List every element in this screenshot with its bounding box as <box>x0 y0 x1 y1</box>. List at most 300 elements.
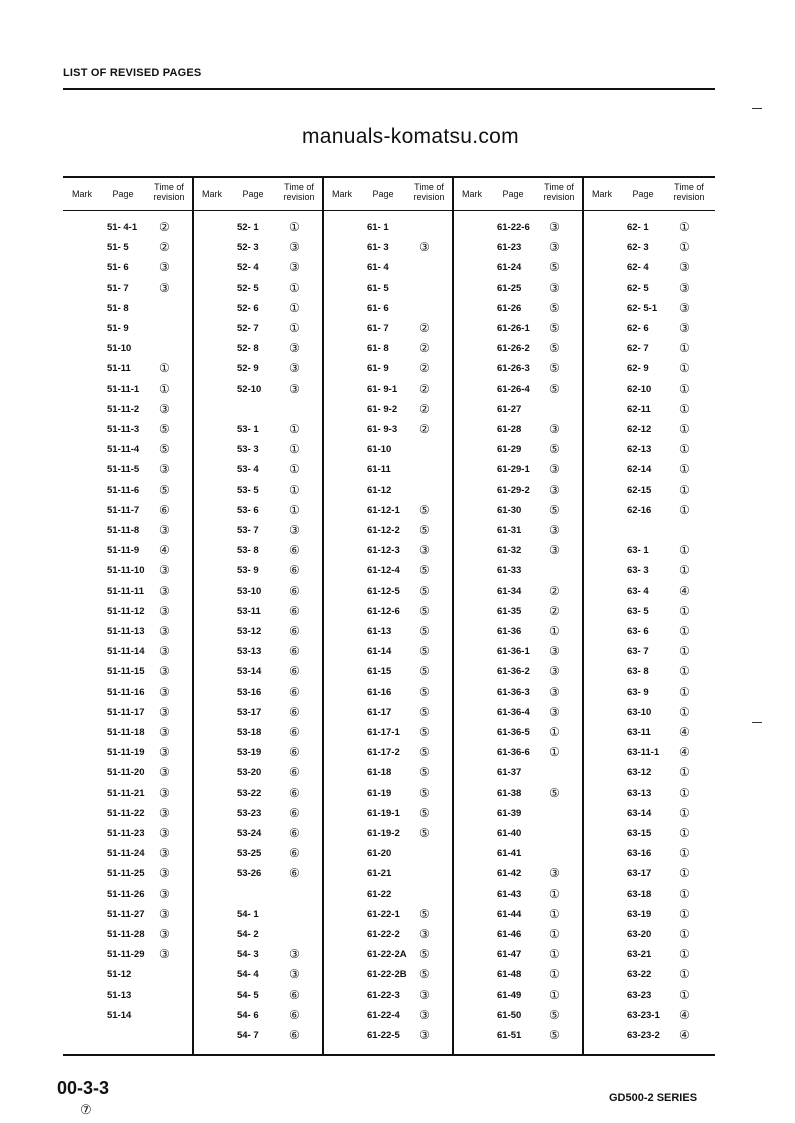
page-cell: 61-36-1 <box>497 646 530 658</box>
page-cell: 61-36-5 <box>497 727 530 738</box>
page-cell: 61- 5 <box>367 282 389 294</box>
page-cell: 51-11-23 <box>107 828 145 839</box>
table-row <box>583 864 713 884</box>
revision-cell: ④ <box>679 1028 690 1042</box>
header-page: Page <box>112 189 134 199</box>
page-cell: 61-49 <box>497 989 522 1001</box>
revision-cell: ③ <box>159 644 170 659</box>
page-cell: 61- 8 <box>367 343 389 355</box>
revision-cell: ③ <box>159 745 170 760</box>
table-row <box>193 420 323 440</box>
page-cell: 63-23-2 <box>627 1030 660 1041</box>
revision-cell: ① <box>679 361 690 376</box>
revision-cell: ⑥ <box>289 826 300 840</box>
page-cell: 62- 5-1 <box>627 302 658 314</box>
revision-cell: ① <box>679 422 690 436</box>
revision-cell: ① <box>289 300 300 315</box>
revision-cell: ④ <box>679 1007 690 1022</box>
revision-cell: ⑤ <box>419 947 430 962</box>
revision-cell: ① <box>679 624 690 638</box>
page-cell: 61-43 <box>497 888 522 900</box>
column-divider <box>582 176 584 1056</box>
page-cell: 52- 3 <box>237 242 259 254</box>
table-row <box>453 925 583 945</box>
revision-cell: ⑤ <box>419 704 430 719</box>
revision-cell: ③ <box>549 220 560 234</box>
revision-cell: ① <box>289 482 300 497</box>
table-row <box>583 380 713 400</box>
table-row <box>583 683 713 703</box>
page-cell: 61-26 <box>497 302 522 314</box>
revision-cell: ③ <box>159 906 170 921</box>
page-cell: 61- 7 <box>367 323 389 334</box>
revision-cell: ③ <box>289 341 300 356</box>
page-cell: 53- 6 <box>237 504 259 516</box>
revision-cell: ⑥ <box>289 684 300 699</box>
table-row <box>583 561 713 581</box>
revision-cell: ① <box>549 927 560 941</box>
revision-cell: ③ <box>289 240 300 255</box>
page-cell: 53- 7 <box>237 525 259 536</box>
table-row <box>453 501 583 521</box>
page-cell: 61-20 <box>367 848 392 860</box>
table-row <box>453 420 583 440</box>
table-row <box>193 642 323 662</box>
page-cell: 61-22-4 <box>367 1009 400 1021</box>
table-row <box>583 602 713 622</box>
header-mark: Mark <box>332 189 352 199</box>
table-row <box>453 238 583 258</box>
page-cell: 54- 3 <box>237 949 259 961</box>
page-cell: 63- 7 <box>627 646 649 658</box>
page-cell: 63- 1 <box>627 545 649 557</box>
table-row <box>193 885 323 905</box>
header-time: Time of revision <box>673 182 705 202</box>
header-page: Page <box>502 189 524 199</box>
revision-cell: ③ <box>289 967 300 982</box>
table-row <box>193 279 323 299</box>
table-row <box>193 541 323 561</box>
revision-cell: ③ <box>159 846 170 861</box>
table-row <box>323 986 453 1006</box>
revision-cell: ⑤ <box>419 624 430 638</box>
page-cell: 51-11-9 <box>107 545 140 557</box>
table-row <box>583 218 713 238</box>
revision-cell: ③ <box>159 664 170 679</box>
revision-cell: ① <box>549 745 560 760</box>
revision-cell: ① <box>549 906 560 921</box>
page-cell: 61-22 <box>367 888 392 900</box>
revision-cell: ③ <box>549 644 560 659</box>
revision-cell: ① <box>679 220 690 234</box>
page-cell: 52-10 <box>237 383 262 395</box>
table-row <box>63 380 193 400</box>
revision-cell: ③ <box>549 684 560 699</box>
page-cell: 61-50 <box>497 1009 522 1021</box>
table-row <box>323 541 453 561</box>
table-row <box>193 380 323 400</box>
page-cell: 53-18 <box>237 727 262 738</box>
revision-cell: ⑤ <box>419 826 430 840</box>
table-row <box>453 622 583 642</box>
table-row <box>323 945 453 965</box>
revision-cell: ⑤ <box>549 381 560 396</box>
table-row <box>193 339 323 359</box>
table-row <box>193 521 323 541</box>
table-row <box>323 582 453 602</box>
table-row <box>453 784 583 804</box>
table-row <box>453 905 583 925</box>
table-row <box>323 723 453 743</box>
table-row <box>193 844 323 864</box>
page-cell: 62-11 <box>627 403 651 415</box>
revision-cell: ⑤ <box>159 422 170 436</box>
revision-cell: ③ <box>549 482 560 497</box>
page-cell: 61-51 <box>497 1030 522 1041</box>
revision-cell: ① <box>679 442 690 457</box>
table-row <box>323 642 453 662</box>
column-divider <box>322 176 324 1056</box>
page-cell: 61-17-2 <box>367 747 400 759</box>
page-cell: 51-11-14 <box>107 646 145 658</box>
table-row <box>323 743 453 763</box>
revision-cell: ① <box>549 947 560 962</box>
page-cell: 61-16 <box>367 686 392 698</box>
revision-cell: ① <box>679 502 690 517</box>
page-cell: 61-14 <box>367 646 392 658</box>
revision-cell: ③ <box>549 704 560 719</box>
table-row <box>323 844 453 864</box>
table-row <box>453 763 583 783</box>
page-cell: 61-39 <box>497 807 522 819</box>
table-row <box>453 703 583 723</box>
page-cell: 54- 5 <box>237 989 259 1001</box>
table-row <box>193 905 323 925</box>
table-row <box>583 804 713 824</box>
margin-mark <box>752 108 762 109</box>
revision-cell: ① <box>679 846 690 861</box>
table-row <box>193 703 323 723</box>
revision-cell: ⑤ <box>549 260 560 275</box>
page-cell: 53- 3 <box>237 444 259 456</box>
revision-cell: ③ <box>289 361 300 376</box>
table-row <box>453 804 583 824</box>
page-cell: 51-11-1 <box>107 383 140 395</box>
revision-cell: ⑥ <box>289 644 300 659</box>
table-row <box>193 460 323 480</box>
revision-cell: ③ <box>159 886 170 901</box>
table-row <box>583 824 713 844</box>
revised-pages-table <box>63 176 715 1058</box>
page-cell: 51-12 <box>107 969 132 981</box>
table-row <box>583 986 713 1006</box>
revision-cell: ③ <box>549 523 560 537</box>
table-row <box>453 945 583 965</box>
revision-cell: ① <box>159 381 170 396</box>
table-row <box>583 844 713 864</box>
page-cell: 52- 4 <box>237 262 259 274</box>
page-cell: 51-11-21 <box>107 787 145 799</box>
page-cell: 61- 6 <box>367 302 389 314</box>
table-row <box>453 218 583 238</box>
page-cell: 53-13 <box>237 646 262 658</box>
revision-cell: ① <box>549 967 560 982</box>
page-cell: 61-44 <box>497 908 522 920</box>
page-cell: 61-25 <box>497 282 522 294</box>
page-cell: 63-20 <box>627 929 652 940</box>
revision-cell: ④ <box>679 583 690 598</box>
page-cell: 61- 1 <box>367 222 389 233</box>
table-row <box>453 743 583 763</box>
page-cell: 61-38 <box>497 787 522 799</box>
page-cell: 51-11-13 <box>107 626 145 637</box>
page-cell: 61-17-1 <box>367 727 400 738</box>
page-cell: 61-26-3 <box>497 363 530 375</box>
revision-cell: ① <box>679 765 690 780</box>
revision-cell: ① <box>549 725 560 739</box>
page-cell: 62-10 <box>627 383 652 395</box>
page-cell: 53-23 <box>237 807 262 819</box>
table-row <box>453 319 583 339</box>
table-row <box>453 521 583 541</box>
revision-cell: ③ <box>289 947 300 962</box>
revision-cell: ③ <box>679 260 690 275</box>
table-row <box>63 844 193 864</box>
page-cell: 51-11-6 <box>107 484 140 496</box>
page-cell: 51-11-27 <box>107 908 145 920</box>
revision-cell: ① <box>679 563 690 578</box>
table-row <box>583 1026 713 1046</box>
table-row <box>63 723 193 743</box>
page-cell: 61-46 <box>497 929 522 940</box>
table-row <box>193 299 323 319</box>
table-row <box>63 359 193 379</box>
page-cell: 51-11-7 <box>107 504 140 516</box>
revision-cell: ③ <box>679 300 690 315</box>
table-row <box>583 743 713 763</box>
revision-cell: ① <box>679 967 690 982</box>
table-row <box>193 319 323 339</box>
page-cell: 63-17 <box>627 868 652 880</box>
revision-cell: ③ <box>159 947 170 962</box>
page-cell: 61-15 <box>367 666 392 678</box>
table-row <box>63 319 193 339</box>
revision-cell: ② <box>159 240 170 255</box>
table-row <box>583 622 713 642</box>
revision-cell: ③ <box>419 1028 430 1042</box>
page-cell: 62- 5 <box>627 282 649 294</box>
table-row <box>63 420 193 440</box>
revision-cell: ⑥ <box>289 563 300 578</box>
header-mark: Mark <box>462 189 482 199</box>
table-row <box>193 804 323 824</box>
header-time: Time of revision <box>413 182 445 202</box>
page-cell: 51- 7 <box>107 282 129 294</box>
table-row <box>63 642 193 662</box>
table-row <box>323 380 453 400</box>
table-row <box>323 359 453 379</box>
header-page: Page <box>632 189 654 199</box>
revision-cell: ① <box>549 886 560 901</box>
table-row <box>193 986 323 1006</box>
table-row <box>583 400 713 420</box>
table-row <box>323 299 453 319</box>
revision-cell: ③ <box>549 280 560 295</box>
table-row <box>453 582 583 602</box>
revision-cell: ④ <box>679 745 690 760</box>
table-row <box>63 541 193 561</box>
page-cell: 51-11-18 <box>107 727 145 738</box>
revision-cell: ① <box>549 624 560 638</box>
page-cell: 61-12-4 <box>367 565 400 577</box>
page-cell: 61-36-6 <box>497 747 530 759</box>
revision-cell: ① <box>289 462 300 477</box>
page-cell: 61-34 <box>497 585 522 597</box>
page-cell: 51-11-12 <box>107 605 145 617</box>
revision-cell: ⑤ <box>549 442 560 457</box>
table-row <box>323 662 453 682</box>
table-row <box>453 965 583 985</box>
table-row <box>453 460 583 480</box>
page-revision: ⑦ <box>80 1102 92 1117</box>
revision-cell: ① <box>679 805 690 820</box>
page-cell: 51- 6 <box>107 262 129 274</box>
header-mark: Mark <box>592 189 612 199</box>
table-row <box>453 541 583 561</box>
revision-cell: ⑥ <box>289 785 300 800</box>
page-cell: 63-11 <box>627 727 651 738</box>
table-row <box>453 561 583 581</box>
page-cell: 61-33 <box>497 565 522 577</box>
page-cell: 63-19 <box>627 908 652 920</box>
table-row <box>63 945 193 965</box>
margin-mark <box>752 722 762 723</box>
revision-cell: ⑤ <box>419 603 430 618</box>
page-cell: 51-11-25 <box>107 868 145 880</box>
page-cell: 61-42 <box>497 868 522 880</box>
table-row <box>323 885 453 905</box>
revision-cell: ③ <box>159 523 170 537</box>
revision-cell: ② <box>419 401 430 416</box>
revision-cell: ① <box>679 603 690 618</box>
revision-cell: ⑤ <box>419 684 430 699</box>
table-row <box>193 763 323 783</box>
revision-cell: ③ <box>549 664 560 679</box>
table-row <box>583 501 713 521</box>
page-cell: 63-18 <box>627 888 652 900</box>
revision-cell: ③ <box>159 260 170 275</box>
page-cell: 61-17 <box>367 706 392 718</box>
table-row <box>453 400 583 420</box>
page-cell: 53- 1 <box>237 424 259 435</box>
table-row <box>583 420 713 440</box>
table-row <box>63 864 193 884</box>
page-cell: 61-29-1 <box>497 464 530 476</box>
revision-cell: ⑥ <box>289 704 300 719</box>
revision-cell: ③ <box>549 240 560 255</box>
page-cell: 61-12-2 <box>367 525 400 536</box>
table-row <box>323 420 453 440</box>
table-row <box>453 258 583 278</box>
table-row <box>63 521 193 541</box>
table-row <box>63 703 193 723</box>
revision-cell: ① <box>679 704 690 719</box>
table-row <box>583 965 713 985</box>
revision-cell: ③ <box>159 624 170 638</box>
header-page: Page <box>372 189 394 199</box>
page-cell: 61- 9 <box>367 363 389 375</box>
page-cell: 53- 4 <box>237 464 259 476</box>
revision-cell: ③ <box>159 280 170 295</box>
page-cell: 51-11-2 <box>107 403 140 415</box>
revision-cell: ⑤ <box>419 523 430 537</box>
table-row <box>323 864 453 884</box>
page-title: LIST OF REVISED PAGES <box>63 67 202 79</box>
table-row <box>193 501 323 521</box>
revision-cell: ⑤ <box>419 745 430 760</box>
revision-cell: ⑥ <box>289 1007 300 1022</box>
table-row <box>453 339 583 359</box>
header-time: Time of revision <box>543 182 575 202</box>
table-row <box>63 905 193 925</box>
revision-cell: ③ <box>159 826 170 840</box>
revision-cell: ② <box>549 583 560 598</box>
table-row <box>323 965 453 985</box>
revision-cell: ③ <box>549 422 560 436</box>
table-row <box>193 683 323 703</box>
table-row <box>63 460 193 480</box>
revision-cell: ③ <box>679 280 690 295</box>
page-cell: 63- 8 <box>627 666 649 678</box>
revision-cell: ⑤ <box>419 502 430 517</box>
header-mark: Mark <box>72 189 92 199</box>
page-cell: 62- 4 <box>627 262 649 274</box>
revision-cell: ③ <box>159 401 170 416</box>
page-cell: 61-36-3 <box>497 686 530 698</box>
table-row <box>193 965 323 985</box>
page-cell: 63-14 <box>627 807 652 819</box>
revision-cell: ③ <box>159 765 170 780</box>
revision-cell: ③ <box>159 704 170 719</box>
revision-cell: ① <box>679 381 690 396</box>
page-cell: 61-37 <box>497 767 522 779</box>
page-cell: 52- 7 <box>237 323 259 334</box>
page-cell: 61-27 <box>497 403 522 415</box>
page-cell: 54- 2 <box>237 929 259 940</box>
table-row <box>193 622 323 642</box>
revision-cell: ③ <box>159 927 170 941</box>
page-cell: 51- 5 <box>107 242 129 254</box>
table-row <box>583 723 713 743</box>
table-row <box>583 521 713 541</box>
table-row <box>453 844 583 864</box>
table-row <box>323 925 453 945</box>
revision-cell: ③ <box>159 805 170 820</box>
table-row <box>63 662 193 682</box>
table-row <box>63 683 193 703</box>
page-cell: 51-11-26 <box>107 888 145 900</box>
page-cell: 62- 3 <box>627 242 649 254</box>
revision-cell: ③ <box>289 381 300 396</box>
table-row <box>583 945 713 965</box>
revision-cell: ⑥ <box>289 987 300 1002</box>
table-row <box>453 602 583 622</box>
revision-cell: ⑥ <box>289 805 300 820</box>
column-group <box>63 176 193 1056</box>
revision-cell: ⑤ <box>159 482 170 497</box>
table-row <box>583 541 713 561</box>
revision-cell: ① <box>679 543 690 558</box>
